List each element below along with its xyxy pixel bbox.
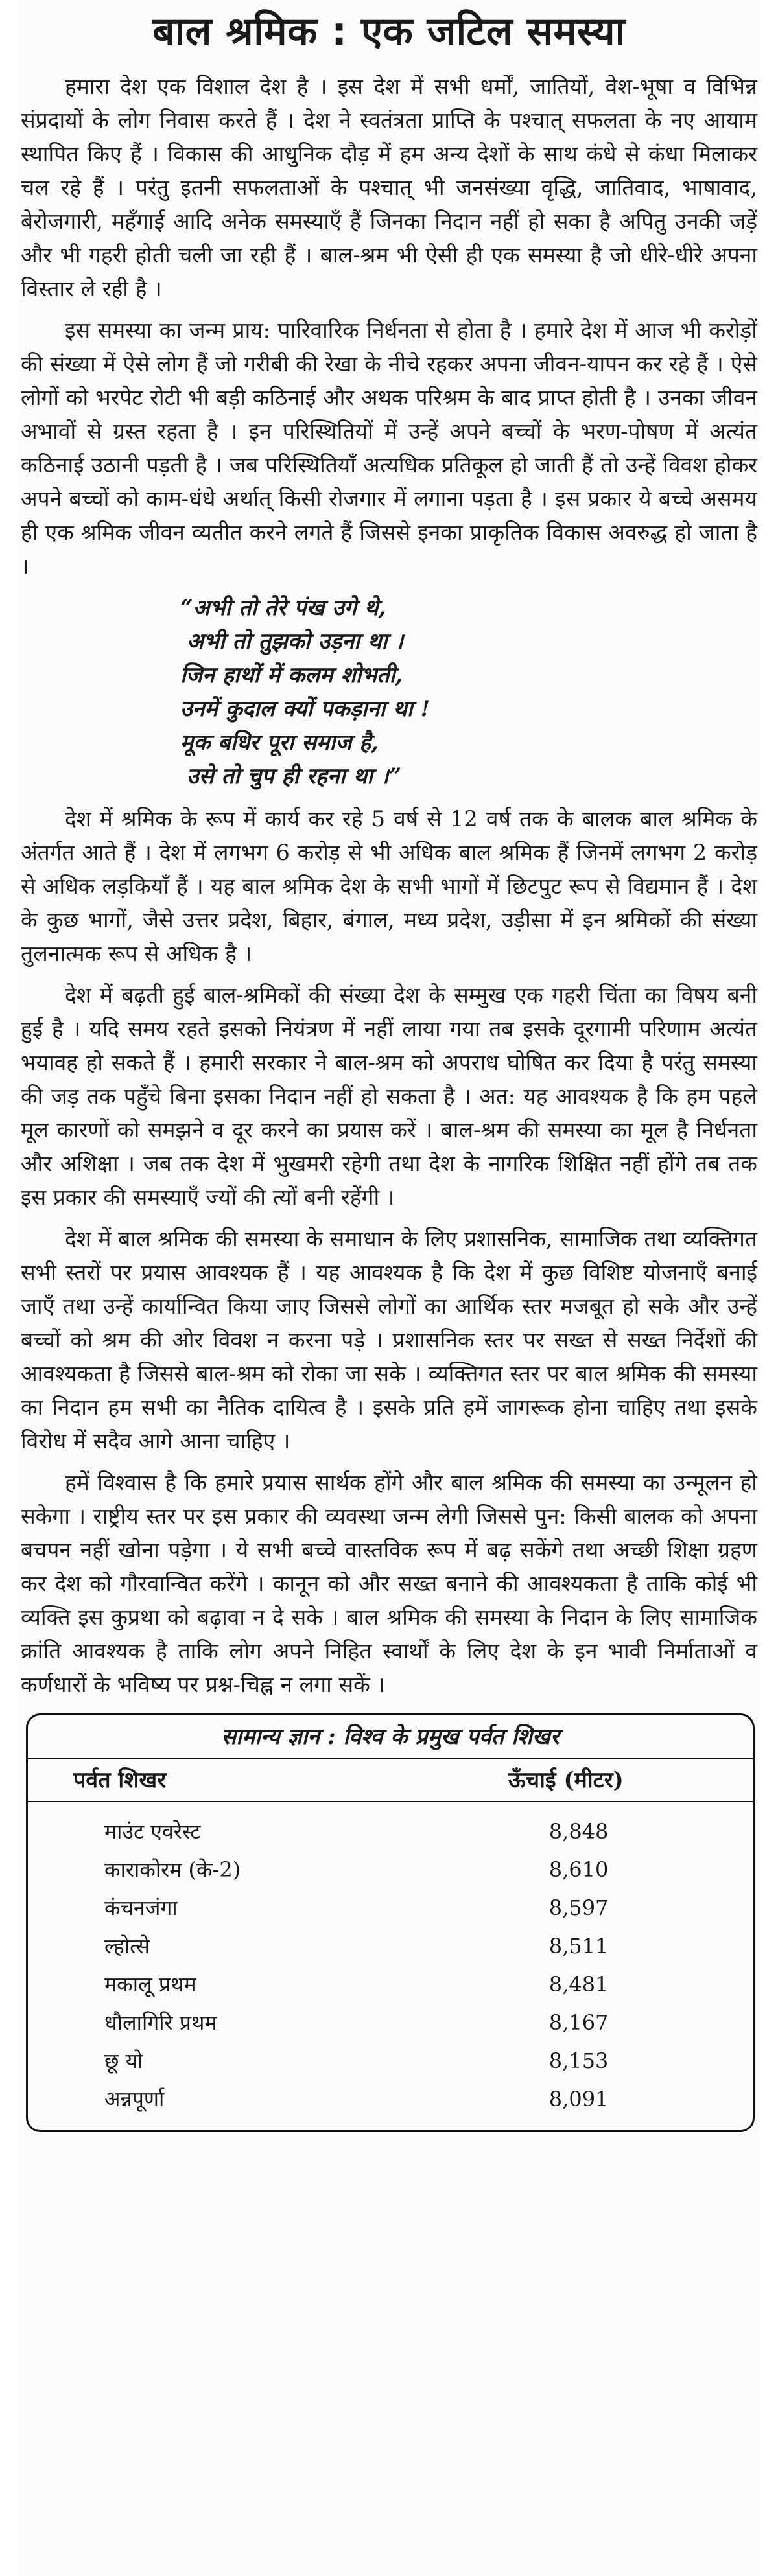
paragraph-conclusion: हमें विश्वास है कि हमारे प्रयास सार्थक होंगे और बाल श्रमिक की समस्या का उन्मूलन हो सकेगा । राष्ट्रीय स्तर पर इस प्रकार की व्यवस्था जन्म लेगी जिससे पुन: किसी बालक को अपना बचपन नहीं खोना पड़ेगा । ये सभी बच्चे वास्तविक रूप में बढ़ सकेंगे तथा अच्छी शिक्षा ग्रहण कर देश को गौरवान्वित करेंगे । कानून को और सख्त बनाने की आवश्यकता है ताकि कोई भी व्यक्ति इस कुप्रथा को बढ़ावा न दे सके । बाल श्रमिक की समस्या के निदान के लिए सामाजिक क्रांति आवश्यक है ताकि लोग अपने निहित स्वार्थों के लिए देश के इन भावी निर्माताओं व कर्णधारों के भविष्य पर प्रश्न-चिह्न न लगा सकें । xyxy=(21,1470,757,1697)
peak-name: धौलागिरि प्रथम xyxy=(104,2010,217,2035)
peak-height: 8,481 xyxy=(548,1972,609,1997)
table-row xyxy=(28,2004,753,2042)
poem-line: उनमें कुदाल क्यों पकड़ाना था ! xyxy=(180,696,430,722)
peak-height: 8,597 xyxy=(548,1896,609,1920)
poem-line: उसे तो चुप ही रहना था ।” xyxy=(187,763,402,789)
peak-name: अन्नपूर्णा xyxy=(104,2087,165,2111)
paragraph-intro: हमारा देश एक विशाल देश है । इस देश में सभी धर्मों, जातियों, वेश-भूषा व विभिन्न संप्रदायों के लोग निवास करते हैं । देश ने स्वतंत्रता प्राप्ति के पश्चात् सफलता के नए आयाम स्थापित किए हैं । विकास की आधुनिक दौड़ में हम अन्य देशों के साथ कंधे से कंधा मिलाकर चल रहे हैं । परंतु इतनी सफलताओं के पश्चात् भी जनसंख्या वृद्धि, जातिवाद, भाषावाद, बेरोजगारी, महँगाई आदि अनेक समस्याएँ हैं जिनका निदान नहीं हो सका है अपितु उनकी जड़ें और भी गहरी होती चली जा रही हैं । बाल-श्रम भी ऐसी ही एक समस्या है जो धीरे-धीरे अपना विस्तार ले रही है । xyxy=(21,74,757,301)
general-knowledge-table xyxy=(26,1713,755,2132)
table-row xyxy=(28,1813,753,1851)
peak-name: काराकोरम (के-2) xyxy=(104,1857,241,1882)
peak-height: 8,610 xyxy=(548,1857,609,1882)
paragraph-statistics: देश में श्रमिक के रूप में कार्य कर रहे 5 वर्ष से 12 वर्ष तक के बालक बाल श्रमिक के अंतर्गत आते हैं । देश में लगभग 6 करोड़ से भी अधिक बाल श्रमिक हैं जिनमें लगभग 2 करोड़ से अधिक लड़कियाँ हैं । यह बाल श्रमिक देश के सभी भागों में छिटपुट रूप से विद्यमान हैं । देश के कुछ भागों, जैसे उत्तर प्रदेश, बिहार, बंगाल, मध्य प्रदेश, उड़ीसा में इन श्रमिकों की संख्या तुलनात्मक रूप से अधिक है । xyxy=(21,806,757,966)
article-title: बाल श्रमिक : एक जटिल समस्या xyxy=(152,9,626,54)
peak-height: 8,848 xyxy=(548,1819,609,1844)
peak-height: 8,153 xyxy=(548,2048,609,2073)
peak-name: माउंट एवरेस्ट xyxy=(104,1819,201,1844)
table-row xyxy=(28,2042,753,2080)
poem-line: मूक बधिर पूरा समाज है, xyxy=(180,730,379,756)
table-row xyxy=(28,1889,753,1927)
peak-height: 8,511 xyxy=(548,1934,609,1958)
table-row xyxy=(28,1851,753,1889)
header-peak: पर्वत शिखर xyxy=(73,1767,167,1793)
paragraph-concern: देश में बढ़ती हुई बाल-श्रमिकों की संख्या देश के सम्मुख एक गहरी चिंता का विषय बनी हुई है । यदि समय रहते इसको नियंत्रण में नहीं लाया गया तब इसके दूरगामी परिणाम अत्यंत भयावह हो सकते हैं । हमारी सरकार ने बाल-श्रम को अपराध घोषित कर दिया है परंतु समस्या की जड़ तक पहुँचे बिना इसका निदान नहीं हो सकता है । अत: यह आवश्यक है कि हम पहले मूल कारणों को समझने व दूर करने का प्रयास करें । बाल-श्रम की समस्या का मूल है निर्धनता और अशिक्षा । जब तक देश में भुखमरी रहेगी तथा देश के नागरिक शिक्षित नहीं होंगे तब तक इस प्रकार की समस्याएँ ज्यों की त्यों बनी रहेंगी । xyxy=(21,982,757,1210)
peak-height: 8,091 xyxy=(548,2087,609,2111)
peak-name: ल्होत्से xyxy=(104,1934,150,1958)
peak-name: मकालू प्रथम xyxy=(104,1972,196,1997)
table-caption: सामान्य ज्ञान : विश्व के प्रमुख पर्वत शिखर xyxy=(28,1715,753,1759)
header-height: ऊँचाई (मीटर) xyxy=(508,1767,624,1793)
poem-line: अभी तो तुझको उड़ना था । xyxy=(187,629,403,655)
table-row xyxy=(28,1966,753,2004)
peak-height: 8,167 xyxy=(548,2010,609,2035)
peak-name: कंचनजंगा xyxy=(104,1896,178,1920)
poem-quote xyxy=(180,591,760,793)
table-header-row xyxy=(28,1759,753,1802)
paragraph-cause: इस समस्या का जन्म प्राय: पारिवारिक निर्धनता से होता है । हमारे देश में आज भी करोड़ों की संख्या में ऐसे लोग हैं जो गरीबी की रेखा के नीचे रहकर अपना जीवन-यापन कर रहे हैं । ऐसे लोगों को भरपेट रोटी भी बड़ी कठिनाई और अथक परिश्रम के बाद प्राप्त होती है । उनका जीवन अभावों से ग्रस्त रहता है । इन परिस्थितियों में उन्हें अपने बच्चों के भरण-पोषण में अत्यंत कठिनाई उठानी पड़ती है । जब परिस्थितियाँ अत्यधिक प्रतिकूल हो जाती हैं तो उन्हें विवश होकर अपने बच्चों को काम-धंधे अर्थात् किसी रोजगार में लगाना पड़ता है । इस प्रकार ये बच्चे असमय ही एक श्रमिक जीवन व्यतीत करने लगते हैं जिससे इनका प्राकृतिक विकास अवरुद्ध हो जाता है । xyxy=(21,318,757,579)
table-row xyxy=(28,2080,753,2118)
article-page xyxy=(18,0,760,2576)
paragraph-solution: देश में बाल श्रमिक की समस्या के समाधान के लिए प्रशासनिक, सामाजिक तथा व्यक्तिगत सभी स्तरों पर प्रयास आवश्यक हैं । यह आवश्यक है कि देश में कुछ विशिष्ट योजनाएँ बनाई जाएँ तथा उन्हें कार्यान्वित किया जाए जिससे लोगों का आर्थिक स्तर मजबूत हो सके और उन्हें बच्चों को श्रम की ओर विवश न करना पड़े । प्रशासनिक स्तर पर सख्त से सख्त निर्देशों की आवश्यकता है जिससे बाल-श्रम को रोका जा सके । व्यक्तिगत स्तर पर बाल श्रमिक की समस्या का निदान हम सभी का नैतिक दायित्व है । इसके प्रति हमें जागरूक होना चाहिए तथा इसके विरोध में सदैव आगे आना चाहिए । xyxy=(21,1226,757,1454)
table-row xyxy=(28,1927,753,1966)
poem-line: “अभी तो तेरे पंख उगे थे, xyxy=(180,595,386,621)
poem-line: जिन हाथों में कलम शोभती, xyxy=(180,662,403,688)
peak-name: छू यो xyxy=(104,2048,143,2073)
